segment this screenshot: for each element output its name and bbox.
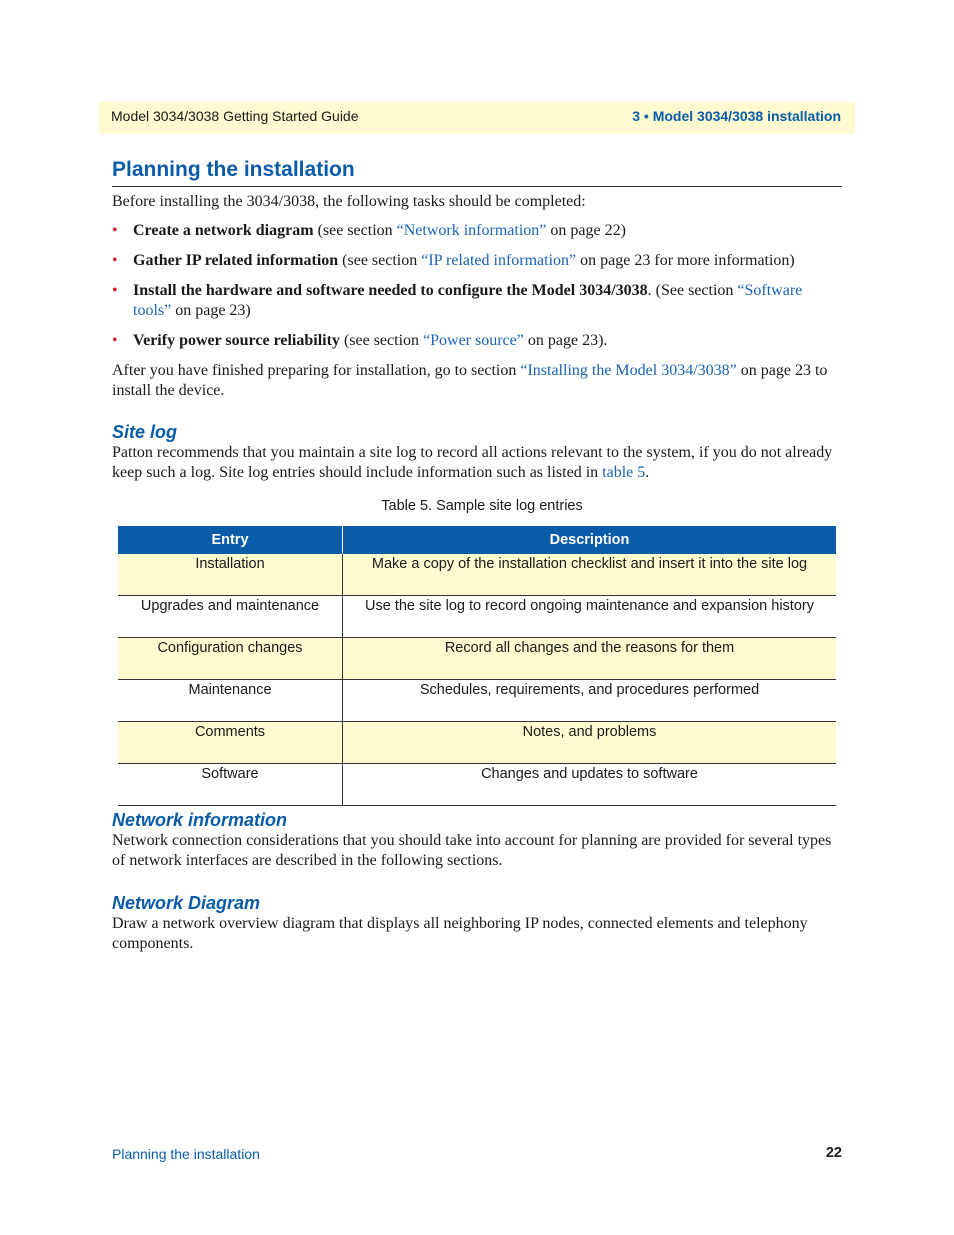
task-bold: Create a network diagram <box>133 222 314 239</box>
table-cell-entry: Comments <box>118 722 343 764</box>
task-bold: Gather IP related information <box>133 252 339 269</box>
link-ip-related-information[interactable]: “IP related information” <box>421 252 577 269</box>
task-item <box>112 251 842 271</box>
header-guide-title: Model 3034/3038 Getting Started Guide <box>111 108 359 124</box>
table-cell-description: Schedules, requirements, and procedures performed <box>343 680 837 722</box>
footer-section-title: Planning the installation <box>112 1146 260 1162</box>
table-cell-description: Use the site log to record ongoing maintenance and expansion history <box>343 596 837 638</box>
bullet-icon: • <box>112 252 118 269</box>
network-information-paragraph: Network connection considerations that you should take into account for planning are provided for several types of network interfaces are described in the following sections. <box>112 832 832 869</box>
bullet-icon: • <box>112 282 118 299</box>
table-cell-entry: Installation <box>118 554 343 596</box>
site-log-table <box>118 526 836 806</box>
table-cell-description: Record all changes and the reasons for them <box>343 638 837 680</box>
table-cell-description: Notes, and problems <box>343 722 837 764</box>
task-text: on page 23) <box>171 302 251 319</box>
task-item <box>112 281 842 321</box>
table-cell-entry: Maintenance <box>118 680 343 722</box>
table-row <box>118 680 836 722</box>
task-text: . (See section <box>647 282 738 299</box>
task-text: (see section <box>338 252 422 269</box>
bullet-icon: • <box>112 222 118 239</box>
table-cell-description: Make a copy of the installation checklist and insert it into the site log <box>343 554 837 596</box>
task-list <box>112 221 842 351</box>
network-diagram-section <box>112 893 842 954</box>
page-number: 22 <box>825 1145 842 1161</box>
intro-paragraph: Before installing the 3034/3038, the following tasks should be completed: <box>112 193 586 210</box>
task-item <box>112 331 842 351</box>
table-header-row <box>118 526 836 554</box>
table-row <box>118 638 836 680</box>
table-row <box>118 554 836 596</box>
bullet-icon: • <box>112 332 118 349</box>
table-cell-entry: Configuration changes <box>118 638 343 680</box>
table-cell-description: Changes and updates to software <box>343 764 837 806</box>
table-row <box>118 764 836 806</box>
table-header-cell: Entry <box>118 526 343 554</box>
site-log-text: . <box>645 464 650 481</box>
table-cell-entry: Upgrades and maintenance <box>118 596 343 638</box>
main-content <box>112 158 842 514</box>
table-caption: Table 5. Sample site log entries <box>381 498 583 514</box>
subheading-network-information: Network information <box>112 810 288 830</box>
subheading-site-log: Site log <box>112 422 178 442</box>
network-diagram-paragraph: Draw a network overview diagram that displays all neighboring IP nodes, connected elements and telephony components. <box>112 915 808 952</box>
task-text: on page 22) <box>546 222 626 239</box>
link-network-information[interactable]: “Network information” <box>396 222 547 239</box>
table-cell-entry: Software <box>118 764 343 806</box>
task-text: (see section <box>313 222 397 239</box>
task-item <box>112 221 842 241</box>
running-header <box>99 102 855 134</box>
table-row <box>118 596 836 638</box>
link-power-source[interactable]: “Power source” <box>423 332 524 349</box>
site-log-text: Patton recommends that you maintain a site log to record all actions relevant to the system, if you do not already keep such a log. Site log entries should include information such as listed in <box>112 444 833 481</box>
after-text: After you have finished preparing for installation, go to section <box>112 362 521 379</box>
subheading-network-diagram: Network Diagram <box>112 893 261 913</box>
task-bold: Verify power source reliability <box>133 332 340 349</box>
table-row <box>118 722 836 764</box>
network-information-section <box>112 810 842 871</box>
section-heading-planning: Planning the installation <box>112 158 842 187</box>
link-installing-model[interactable]: “Installing the Model 3034/3038” <box>520 362 737 379</box>
site-log-paragraph <box>112 443 842 483</box>
task-text: (see section <box>339 332 424 349</box>
link-table-5[interactable]: table 5 <box>602 464 646 481</box>
after-paragraph <box>112 361 842 401</box>
table-header-cell: Description <box>343 526 837 554</box>
link-software-tools[interactable]: “Software tools” <box>133 282 803 319</box>
task-text: on page 23). <box>523 332 608 349</box>
task-text: on page 23 for more information) <box>576 252 795 269</box>
header-chapter-title: 3 • Model 3034/3038 installation <box>632 108 841 124</box>
after-text: on page 23 to install the device. <box>112 362 828 399</box>
task-bold: Install the hardware and software needed to configure the Model 3034/3038 <box>133 282 648 299</box>
